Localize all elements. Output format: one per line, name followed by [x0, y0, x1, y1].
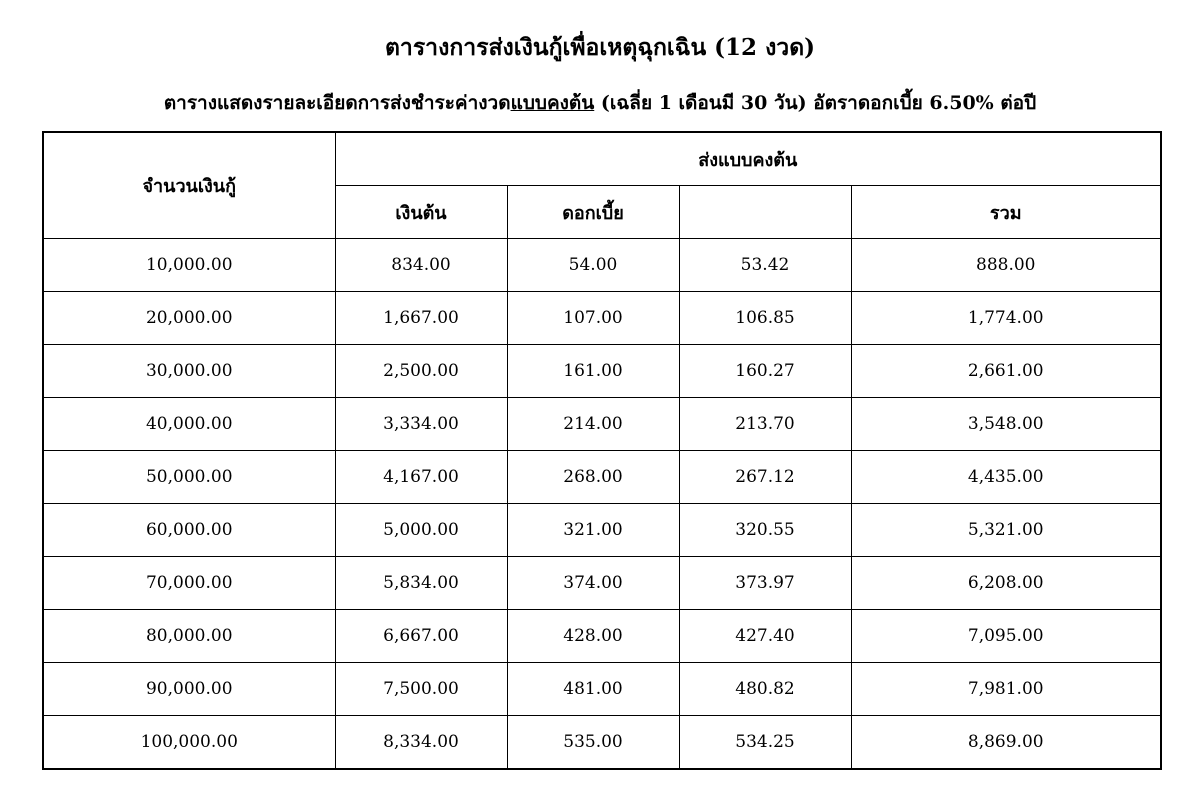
cell-interest: 374.00 [507, 557, 679, 610]
page-subtitle [0, 88, 1200, 118]
header-loan-amount: จำนวนเงินกู้ [43, 132, 335, 239]
cell-exact: 213.70 [679, 398, 851, 451]
cell-interest: 481.00 [507, 663, 679, 716]
cell-exact: 373.97 [679, 557, 851, 610]
cell-amount: 30,000.00 [43, 345, 335, 398]
subtitle-text-end: (เฉลี่ย 1 เดือนมี 30 วัน) อัตราดอกเบี้ย 6.50% ต่อปี [594, 92, 1037, 114]
cell-principal: 2,500.00 [335, 345, 507, 398]
cell-principal: 5,834.00 [335, 557, 507, 610]
cell-amount: 20,000.00 [43, 292, 335, 345]
cell-total: 5,321.00 [851, 504, 1161, 557]
table-body [43, 239, 1161, 770]
header-blank [679, 186, 851, 239]
table-row [43, 663, 1161, 716]
cell-principal: 4,167.00 [335, 451, 507, 504]
cell-amount: 10,000.00 [43, 239, 335, 292]
cell-principal: 6,667.00 [335, 610, 507, 663]
table-row [43, 239, 1161, 292]
cell-interest: 107.00 [507, 292, 679, 345]
cell-principal: 834.00 [335, 239, 507, 292]
cell-total: 7,095.00 [851, 610, 1161, 663]
table-row [43, 451, 1161, 504]
cell-principal: 5,000.00 [335, 504, 507, 557]
cell-amount: 80,000.00 [43, 610, 335, 663]
cell-total: 7,981.00 [851, 663, 1161, 716]
cell-amount: 100,000.00 [43, 716, 335, 770]
cell-interest: 428.00 [507, 610, 679, 663]
cell-exact: 53.42 [679, 239, 851, 292]
table-header-row [43, 132, 1161, 186]
table-row [43, 398, 1161, 451]
cell-total: 6,208.00 [851, 557, 1161, 610]
cell-total: 8,869.00 [851, 716, 1161, 770]
cell-amount: 40,000.00 [43, 398, 335, 451]
cell-interest: 321.00 [507, 504, 679, 557]
table-row [43, 716, 1161, 770]
cell-total: 1,774.00 [851, 292, 1161, 345]
header-principal: เงินต้น [335, 186, 507, 239]
cell-principal: 3,334.00 [335, 398, 507, 451]
cell-exact: 534.25 [679, 716, 851, 770]
cell-total: 4,435.00 [851, 451, 1161, 504]
subtitle-underlined-text: แบบคงต้น [510, 92, 595, 114]
header-interest: ดอกเบี้ย [507, 186, 679, 239]
header-fixed-principal-group: ส่งแบบคงต้น [335, 132, 1161, 186]
cell-exact: 267.12 [679, 451, 851, 504]
cell-exact: 320.55 [679, 504, 851, 557]
cell-interest: 54.00 [507, 239, 679, 292]
cell-principal: 1,667.00 [335, 292, 507, 345]
cell-total: 888.00 [851, 239, 1161, 292]
cell-principal: 8,334.00 [335, 716, 507, 770]
table-row [43, 345, 1161, 398]
table-row [43, 557, 1161, 610]
cell-interest: 214.00 [507, 398, 679, 451]
cell-principal: 7,500.00 [335, 663, 507, 716]
loan-repayment-table [42, 131, 1162, 770]
cell-exact: 106.85 [679, 292, 851, 345]
table-row [43, 610, 1161, 663]
cell-interest: 535.00 [507, 716, 679, 770]
cell-amount: 60,000.00 [43, 504, 335, 557]
cell-interest: 161.00 [507, 345, 679, 398]
header-total: รวม [851, 186, 1161, 239]
table-row [43, 292, 1161, 345]
cell-amount: 50,000.00 [43, 451, 335, 504]
cell-amount: 70,000.00 [43, 557, 335, 610]
cell-exact: 480.82 [679, 663, 851, 716]
cell-exact: 160.27 [679, 345, 851, 398]
cell-total: 3,548.00 [851, 398, 1161, 451]
cell-total: 2,661.00 [851, 345, 1161, 398]
page-title: ตารางการส่งเงินกู้เพื่อเหตุฉุกเฉิน (12 งวด) [384, 34, 816, 61]
subtitle-text-start: ตารางแสดงรายละเอียดการส่งชำระค่างวด [163, 92, 511, 114]
cell-exact: 427.40 [679, 610, 851, 663]
table-row [43, 504, 1161, 557]
cell-amount: 90,000.00 [43, 663, 335, 716]
cell-interest: 268.00 [507, 451, 679, 504]
